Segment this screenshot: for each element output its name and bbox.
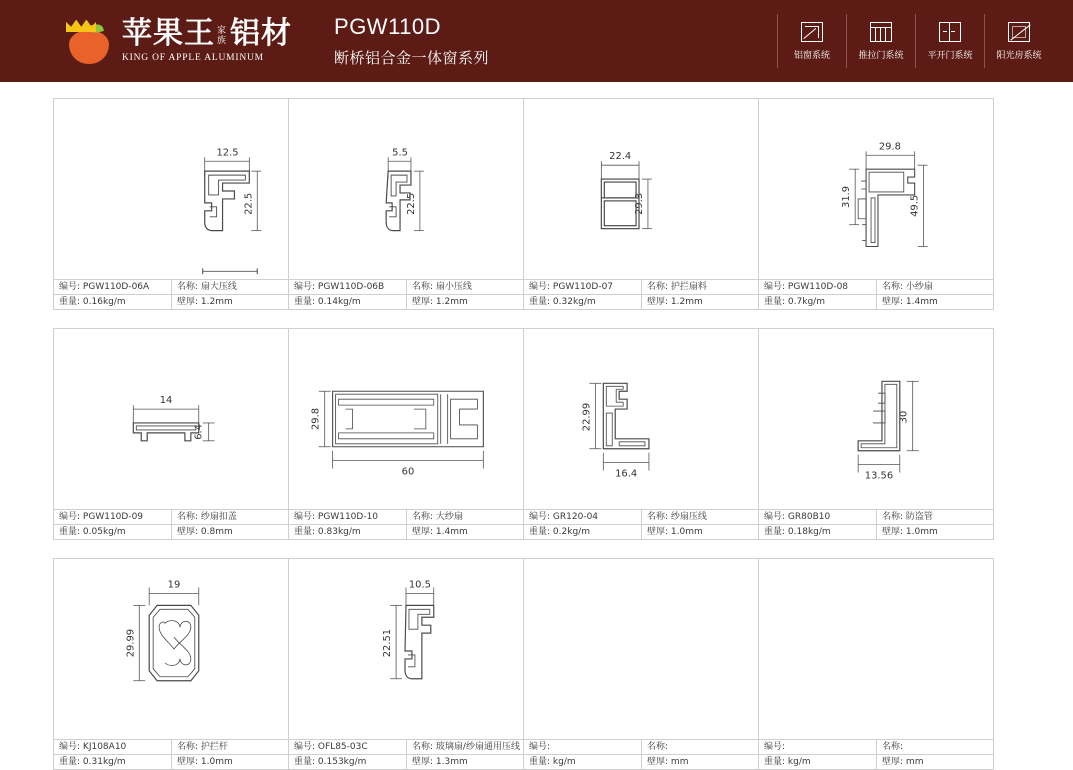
spec-thick-value-6: 1.0mm — [670, 527, 703, 537]
nav-item-sliding-door[interactable] — [846, 14, 915, 68]
spec-code-label-7: 编号: — [764, 512, 786, 522]
spec-code-label-9: 编号: — [294, 742, 316, 752]
profile-spec-7 — [759, 509, 993, 539]
profile-drawing-1 — [289, 99, 523, 279]
spec-weight-value-4: 0.05kg/m — [82, 527, 126, 537]
spec-weight-value-3: 0.7kg/m — [787, 297, 825, 307]
spec-thick-value-11: mm — [905, 757, 924, 767]
spec-thick-label-2: 壁厚: — [647, 297, 669, 307]
profile-drawing-9 — [289, 559, 523, 739]
profile-drawing-5 — [289, 329, 523, 509]
profile-spec-2 — [524, 279, 758, 309]
spec-thick-value-8: 1.0mm — [200, 757, 233, 767]
profile-spec-6 — [524, 509, 758, 539]
spec-weight-label-10: 重量: — [529, 757, 551, 767]
profile-drawing-2 — [524, 99, 758, 279]
profile-row-2 — [53, 328, 1020, 540]
spec-weight-value-10: kg/m — [552, 757, 576, 767]
spec-weight-value-1: 0.14kg/m — [317, 297, 361, 307]
dim-label-6-0: 22.99 — [581, 402, 593, 432]
spec-thick-value-1: 1.2mm — [435, 297, 468, 307]
dim-label-5-0: 29.8 — [310, 407, 322, 431]
brand-text — [122, 15, 293, 64]
dim-label-3-1: 31.9 — [841, 185, 853, 208]
spec-weight-label-7: 重量: — [764, 527, 786, 537]
spec-weight-label-9: 重量: — [294, 757, 316, 767]
spec-thick-label-3: 壁厚: — [882, 297, 904, 307]
page-subtitle: 断桥铝合金一体窗系列 — [334, 49, 490, 67]
profile-drawing-11 — [759, 559, 993, 739]
spec-code-value-9: OFL85-03C — [317, 742, 368, 752]
spec-weight-label-11: 重量: — [764, 757, 786, 767]
spec-name-label-5: 名称: — [412, 512, 434, 522]
profile-drawing-4 — [54, 329, 288, 509]
spec-thick-value-4: 0.8mm — [200, 527, 233, 537]
spec-thick-value-0: 1.2mm — [200, 297, 233, 307]
profile-spec-1 — [289, 279, 523, 309]
profile-card-6[interactable] — [523, 328, 759, 540]
spec-name-label-0: 名称: — [177, 282, 199, 292]
dim-label-2-1: 29.3 — [633, 192, 645, 215]
spec-code-label-11: 编号: — [764, 742, 786, 752]
dim-label-8-1: 29.99 — [125, 628, 137, 658]
spec-thick-label-7: 壁厚: — [882, 527, 904, 537]
window-system-icon — [801, 22, 823, 42]
spec-weight-value-2: 0.32kg/m — [552, 297, 596, 307]
dim-label-4-0: 14 — [159, 395, 173, 407]
spec-thick-label-5: 壁厚: — [412, 527, 434, 537]
profile-drawing-7 — [759, 329, 993, 509]
profile-card-2[interactable] — [523, 98, 759, 310]
profile-card-0[interactable] — [53, 98, 289, 310]
profile-drawing-3 — [759, 99, 993, 279]
spec-code-value-5: PGW110D-10 — [317, 512, 379, 522]
spec-thick-label-6: 壁厚: — [647, 527, 669, 537]
spec-code-label-0: 编号: — [59, 282, 81, 292]
spec-weight-value-7: 0.18kg/m — [787, 527, 831, 537]
profile-row-3 — [53, 558, 1020, 770]
spec-weight-label-2: 重量: — [529, 297, 551, 307]
spec-code-value-4: PGW110D-09 — [82, 512, 144, 522]
brand-suffix-cn: 铝材 — [230, 15, 293, 51]
profile-spec-3 — [759, 279, 993, 309]
spec-name-label-6: 名称: — [647, 512, 669, 522]
page-title: PGW110D — [334, 14, 442, 39]
brand-logo — [62, 16, 292, 66]
dim-label-4-1: 6.4 — [193, 424, 205, 440]
spec-name-value-4: 纱扇扣盖 — [200, 512, 237, 522]
spec-thick-label-4: 壁厚: — [177, 527, 199, 537]
spec-weight-label-6: 重量: — [529, 527, 551, 537]
profile-spec-4 — [54, 509, 288, 539]
dim-label-5-1: 60 — [401, 466, 415, 478]
spec-name-value-9: 玻璃扇/纱扇通用压线 — [435, 742, 520, 752]
nav-item-window-system[interactable] — [777, 14, 846, 68]
spec-weight-label-1: 重量: — [294, 297, 316, 307]
profile-card-1[interactable] — [288, 98, 524, 310]
spec-code-value-1: PGW110D-06B — [317, 282, 385, 292]
profile-drawing-8 — [54, 559, 288, 739]
spec-name-label-2: 名称: — [647, 282, 669, 292]
spec-weight-value-0: 0.16kg/m — [82, 297, 126, 307]
spec-name-value-7: 防盗管 — [905, 512, 933, 522]
spec-thick-value-10: mm — [670, 757, 689, 767]
nav-label-2: 平开门系统 — [927, 50, 973, 61]
spec-thick-label-9: 壁厚: — [412, 757, 434, 767]
spec-name-label-9: 名称: — [412, 742, 434, 752]
spec-code-label-6: 编号: — [529, 512, 551, 522]
profile-drawing-6 — [524, 329, 758, 509]
spec-code-label-2: 编号: — [529, 282, 551, 292]
casement-door-icon — [939, 22, 961, 42]
sliding-door-icon — [870, 22, 892, 42]
spec-code-label-5: 编号: — [294, 512, 316, 522]
dim-label-7-1: 13.56 — [864, 470, 894, 482]
spec-thick-value-5: 1.4mm — [435, 527, 468, 537]
dim-label-7-0: 30 — [898, 410, 910, 424]
dim-label-1-1: 22.5 — [405, 192, 417, 215]
spec-name-label-3: 名称: — [882, 282, 904, 292]
profile-card-8[interactable] — [53, 558, 289, 770]
spec-code-value-2: PGW110D-07 — [552, 282, 614, 292]
spec-code-value-0: PGW110D-06A — [82, 282, 150, 292]
spec-weight-value-9: 0.153kg/m — [317, 757, 367, 767]
profile-card-10[interactable] — [523, 558, 759, 770]
spec-name-label-10: 名称: — [647, 742, 669, 752]
brand-name-cn: 苹果王 — [122, 15, 215, 51]
spec-name-label-4: 名称: — [177, 512, 199, 522]
profile-card-9[interactable] — [288, 558, 524, 770]
profile-drawing-0 — [54, 99, 288, 279]
dim-label-1-0: 5.5 — [392, 147, 408, 159]
nav-label-0: 铝窗系统 — [793, 50, 830, 61]
profile-spec-0 — [54, 279, 288, 309]
nav-label-3: 阳光房系统 — [996, 50, 1042, 61]
spec-code-value-3: PGW110D-08 — [787, 282, 849, 292]
dim-label-3-0: 29.8 — [878, 141, 901, 153]
spec-weight-label-5: 重量: — [294, 527, 316, 537]
series-title-block — [334, 14, 489, 68]
brand-name-en: KING OF APPLE ALUMINUM — [122, 52, 264, 63]
spec-name-label-11: 名称: — [882, 742, 904, 752]
spec-name-label-7: 名称: — [882, 512, 904, 522]
dim-label-3-2: 49.5 — [909, 194, 921, 217]
spec-name-label-1: 名称: — [412, 282, 434, 292]
spec-weight-label-0: 重量: — [59, 297, 81, 307]
profile-card-5[interactable] — [288, 328, 524, 540]
spec-weight-value-11: kg/m — [787, 757, 811, 767]
spec-code-value-7: GR80B10 — [787, 512, 831, 522]
apple-crown-icon — [62, 16, 116, 66]
spec-code-label-4: 编号: — [59, 512, 81, 522]
nav-item-casement-door[interactable] — [915, 14, 984, 68]
spec-thick-label-1: 壁厚: — [412, 297, 434, 307]
spec-code-value-6: GR120-04 — [552, 512, 599, 522]
dim-label-2-0: 22.4 — [609, 151, 632, 163]
spec-thick-value-7: 1.0mm — [905, 527, 938, 537]
nav-item-sunroom[interactable] — [984, 14, 1053, 68]
dim-label-6-1: 16.4 — [615, 468, 638, 480]
profile-card-11[interactable] — [758, 558, 994, 770]
spec-name-label-8: 名称: — [177, 742, 199, 752]
profile-card-7[interactable] — [758, 328, 994, 540]
spec-weight-label-4: 重量: — [59, 527, 81, 537]
spec-name-value-2: 护拦扇料 — [670, 282, 707, 292]
spec-thick-label-8: 壁厚: — [177, 757, 199, 767]
spec-thick-value-9: 1.3mm — [435, 757, 468, 767]
spec-weight-label-8: 重量: — [59, 757, 81, 767]
profile-card-4[interactable] — [53, 328, 289, 540]
sunroom-icon — [1008, 22, 1030, 42]
spec-code-label-3: 编号: — [764, 282, 786, 292]
spec-weight-value-6: 0.2kg/m — [552, 527, 590, 537]
spec-thick-value-3: 1.4mm — [905, 297, 938, 307]
dim-label-0-0: 12.5 — [216, 147, 239, 159]
dim-label-0-1: 22.5 — [243, 192, 255, 215]
spec-thick-label-0: 壁厚: — [177, 297, 199, 307]
dim-label-8-0: 19 — [167, 579, 181, 591]
brand-small-top: 家 — [217, 25, 227, 36]
spec-name-value-0: 扇大压线 — [200, 282, 237, 292]
spec-code-value-8: KJ108A10 — [82, 742, 127, 752]
spec-code-label-1: 编号: — [294, 282, 316, 292]
profile-card-3[interactable] — [758, 98, 994, 310]
spec-name-value-6: 纱扇压线 — [670, 512, 707, 522]
spec-code-label-8: 编号: — [59, 742, 81, 752]
spec-thick-label-10: 壁厚: — [647, 757, 669, 767]
spec-weight-value-5: 0.83kg/m — [317, 527, 361, 537]
profile-sheet — [0, 82, 1073, 770]
profile-row-1 — [53, 98, 1020, 310]
profile-spec-9 — [289, 739, 523, 769]
spec-name-value-1: 扇小压线 — [435, 282, 472, 292]
page-header — [0, 0, 1073, 82]
profile-spec-5 — [289, 509, 523, 539]
spec-name-value-5: 大纱扇 — [435, 512, 463, 522]
profile-spec-10 — [524, 739, 758, 769]
nav-label-1: 推拉门系统 — [858, 50, 904, 61]
profile-spec-11 — [759, 739, 993, 769]
profile-drawing-10 — [524, 559, 758, 739]
brand-small-bottom: 族 — [217, 35, 227, 46]
spec-thick-label-11: 壁厚: — [882, 757, 904, 767]
dim-label-9-0: 10.5 — [408, 579, 431, 591]
dim-label-9-1: 22.51 — [382, 628, 394, 658]
profile-spec-8 — [54, 739, 288, 769]
spec-name-value-3: 小纱扇 — [905, 282, 933, 292]
header-nav — [777, 13, 1053, 69]
spec-thick-value-2: 1.2mm — [670, 297, 703, 307]
spec-name-value-8: 护拦杆 — [200, 742, 228, 752]
spec-weight-label-3: 重量: — [764, 297, 786, 307]
spec-code-label-10: 编号: — [529, 742, 551, 752]
spec-weight-value-8: 0.31kg/m — [82, 757, 126, 767]
